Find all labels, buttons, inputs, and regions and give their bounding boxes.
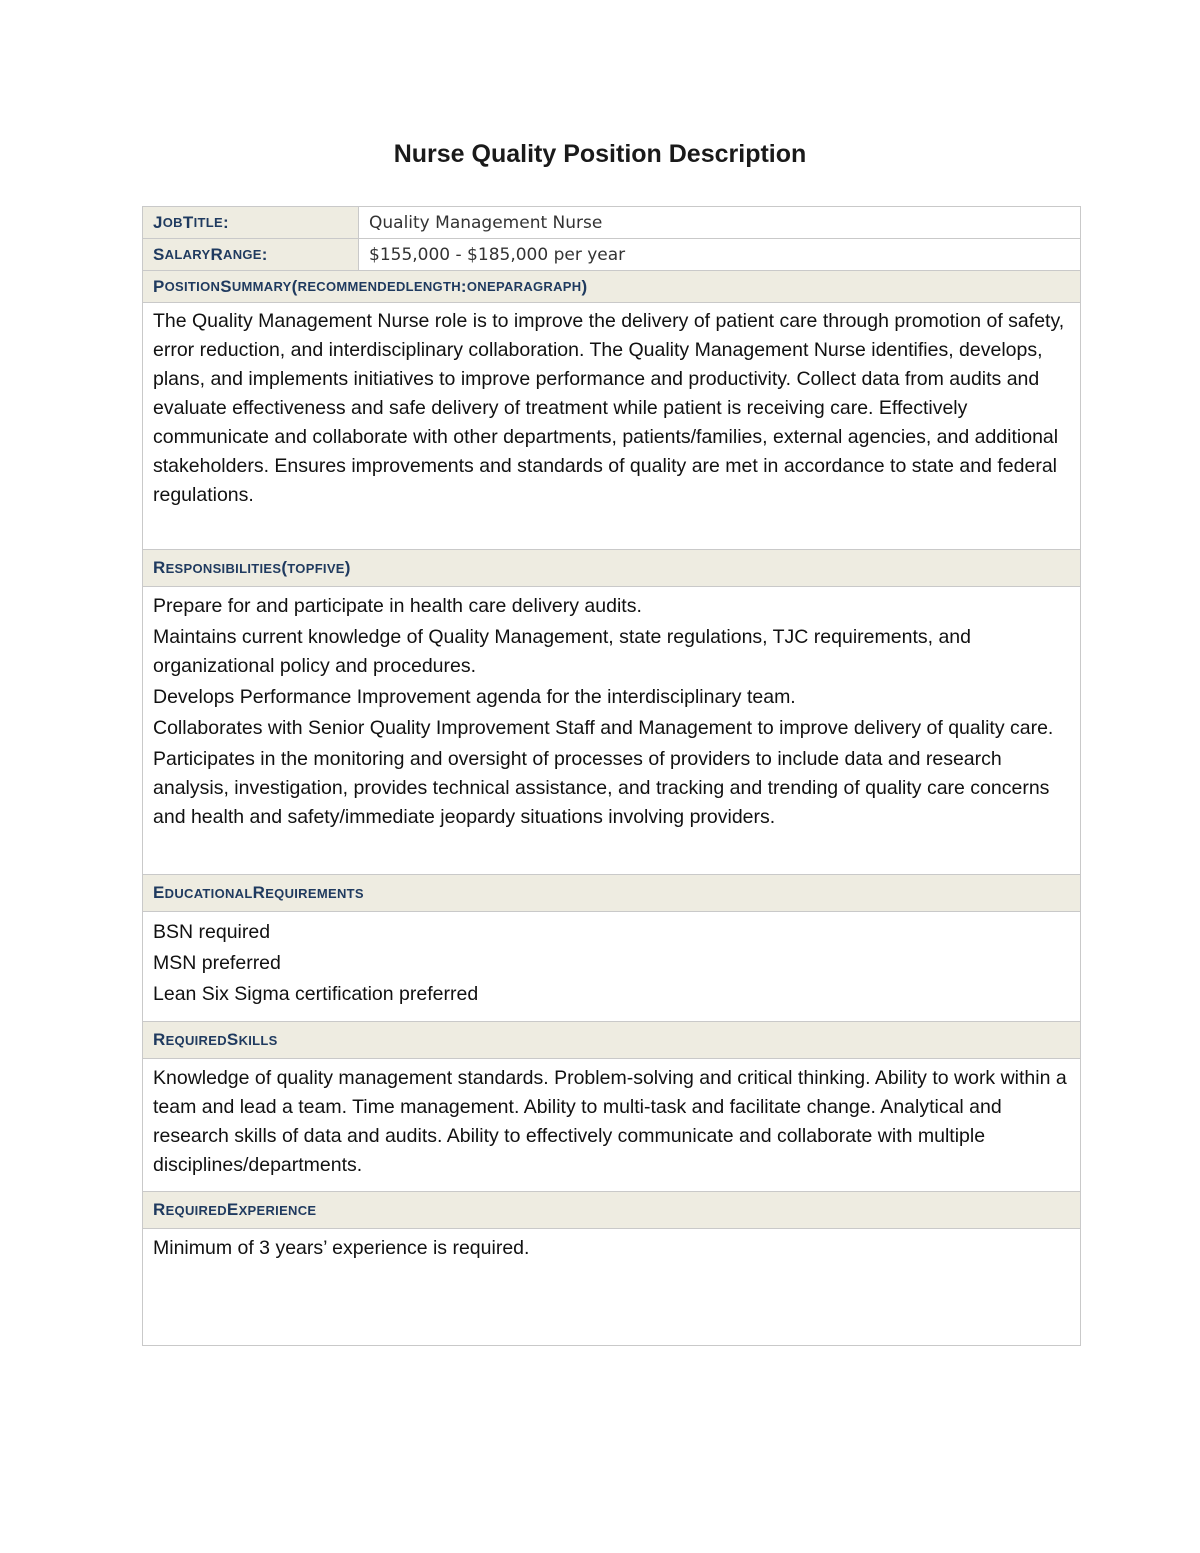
job-title-label: J OB T ITLE : xyxy=(143,207,359,238)
list-item: Develops Performance Improvement agenda for the interdisciplinary team. xyxy=(153,686,796,708)
required-experience-heading: R EQUIRED E XPERIENCE xyxy=(143,1191,1080,1229)
position-summary-heading: P OSITION S UMMARY ( RECOMMENDED LENGTH : ONE PARAGRAPH ) xyxy=(143,270,1080,303)
list-item: Lean Six Sigma certification preferred xyxy=(153,983,479,1005)
list-item: Maintains current knowledge of Quality Management, state regulations, TJC requirements, and organizational policy and procedures. xyxy=(153,626,971,677)
list-item: BSN required xyxy=(153,921,271,943)
page-title: Nurse Quality Position Description xyxy=(393,140,807,168)
responsibilities-heading: R ESPONSIBILITIES ( TOP FIVE ) xyxy=(143,549,1080,587)
salary-range-row xyxy=(143,239,1080,271)
list-item: Prepare for and participate in health care delivery audits. xyxy=(153,595,642,617)
position-summary-section xyxy=(143,307,1080,510)
responsibilities-list xyxy=(143,592,1080,834)
required-experience-section xyxy=(143,1234,1080,1263)
required-skills-heading: R EQUIRED S KILLS xyxy=(143,1021,1080,1059)
salary-range-value: $155,000 - $185,000 per year xyxy=(369,244,626,265)
salary-range-label: S ALARY R ANGE : xyxy=(143,239,359,270)
required-experience-text: Minimum of 3 years’ experience is required. xyxy=(153,1237,530,1259)
list-item: Participates in the monitoring and oversight of processes of providers to include data and research analysis, investigation, provides technical assistance, and tracking and trending of quality care concerns and health and safety/immediate jeopardy situations involving providers. xyxy=(153,748,1050,828)
educational-requirements-heading: E DUCATIONAL R EQUIREMENTS xyxy=(143,874,1080,912)
required-skills-section xyxy=(143,1064,1080,1180)
required-skills-text: Knowledge of quality management standards. Problem-solving and critical thinking. Ability to work within a team and lead a team. Time management. Ability to multi-task and facilitate change. Analytical and research skills of data and audits. Ability to effectively communicate and collaborate with multiple disciplines/departments. xyxy=(153,1067,1067,1176)
list-item: Collaborates with Senior Quality Improvement Staff and Management to improve delivery of quality care. xyxy=(153,717,1054,739)
list-item: MSN preferred xyxy=(153,952,281,974)
job-title-row xyxy=(143,207,1080,239)
position-summary-text: The Quality Management Nurse role is to improve the delivery of patient care through promotion of safety, error reduction, and interdisciplinary collaboration. The Quality Management Nurse identifies, develops, plans, and implements initiatives to improve performance and productivity. Collect data from audits and evaluate effectiveness and safe delivery of treatment while patient is receiving care. Effectively communicate and collaborate with other departments, patients/families, external agencies, and additional stakeholders. Ensures improvements and standards of quality are met in accordance to state and federal regulations. xyxy=(153,310,1065,506)
position-description-form xyxy=(142,206,1081,1346)
job-title-value: Quality Management Nurse xyxy=(369,212,603,233)
educational-requirements-list xyxy=(143,918,1080,1011)
